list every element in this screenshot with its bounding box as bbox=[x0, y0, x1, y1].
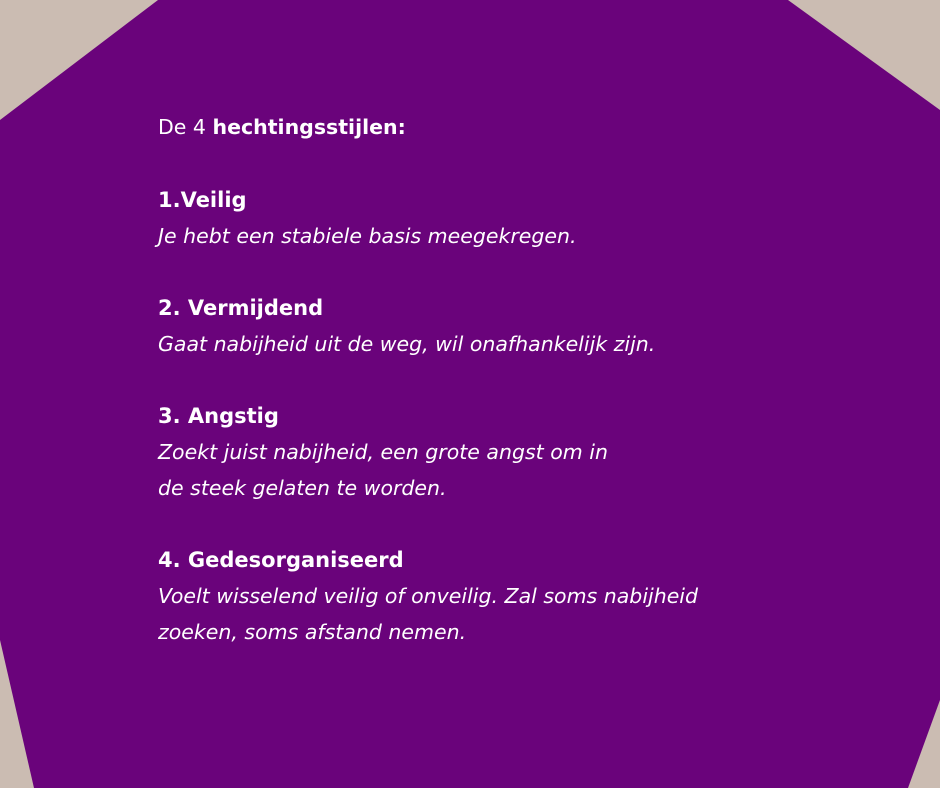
style-title: 1.Veilig bbox=[158, 188, 247, 212]
intro-prefix: De 4 bbox=[158, 115, 206, 139]
style-item-veilig bbox=[158, 182, 858, 254]
style-description-line-1: Zoekt juist nabijheid, een grote angst om in bbox=[158, 440, 608, 464]
style-title: 4. Gedesorganiseerd bbox=[158, 548, 404, 572]
style-item-gedesorganiseerd bbox=[158, 542, 858, 650]
intro-heading bbox=[158, 110, 858, 144]
style-title: 3. Angstig bbox=[158, 404, 279, 428]
style-description-line-1: Voelt wisselend veilig of onveilig. Zal soms nabijheid bbox=[158, 584, 699, 608]
style-description-line-2: de steek gelaten te worden. bbox=[158, 476, 447, 500]
style-title: 2. Vermijdend bbox=[158, 296, 324, 320]
style-item-vermijdend bbox=[158, 290, 858, 362]
style-item-angstig bbox=[158, 398, 858, 506]
intro-strong: hechtingsstijlen: bbox=[212, 115, 406, 139]
style-description-line-2: zoeken, soms afstand nemen. bbox=[158, 620, 467, 644]
style-description: Gaat nabijheid uit de weg, wil onafhankelijk zijn. bbox=[158, 332, 656, 356]
attachment-styles-content bbox=[158, 110, 858, 686]
style-description: Je hebt een stabiele basis meegekregen. bbox=[158, 224, 577, 248]
